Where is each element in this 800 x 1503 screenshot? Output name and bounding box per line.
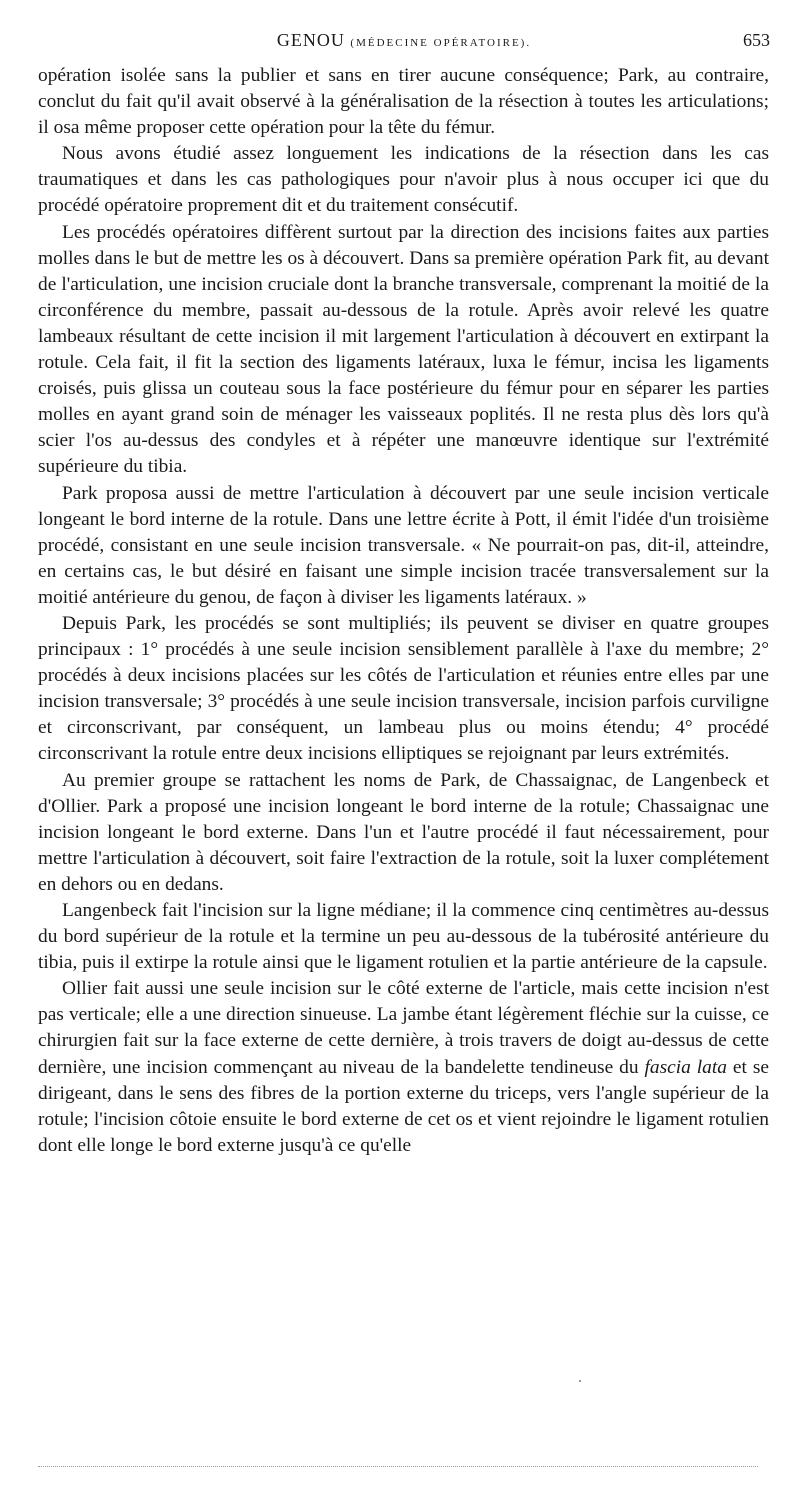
bottom-bleed-rule [38,1466,758,1467]
paragraph-8-end: et se dirigeant, dans le sens des fibres de la portion externe du triceps, vers l'angle supérieur de la rotule; l'incision côtoie ensuite le bord externe de cet os et vient rejoindre le ligament rotulien dont elle longe le bord externe jusqu'à ce qu'elle [38,1056,769,1156]
paragraph-3: Les procédés opératoires diffèrent surtout par la direction des incisions faites aux parties molles dans le but de mettre les os à découvert. Dans sa première opération Park fit, au devant de l'articulation, une incision cruciale dont la branche transversale, comprenant la moitié de la circonférence du membre, passait au-dessous de la rotule. Après avoir relevé les quatre lambeaux résultant de cette incision il mit largement l'articulation à découvert en extirpant la rotule. Cela fait, il fit la section des ligaments latéraux, luxa le fémur, incisa les ligaments croisés, puis glissa un couteau sous la face postérieure du fémur pour en séparer les parties molles en ayant grand soin de ménager les vaisseaux poplités. Il ne resta plus dès lors qu'à scier l'os au-dessus des condyles et à répéter une manœuvre identique sur l'extrémité supérieure du tibia. [38,221,769,478]
paragraph-8-start: Ollier fait aussi une seule incision sur le côté externe de l'article, mais cette incision n'est pas verticale; elle a une direction sinueuse. La jambe étant légèrement fléchie sur la cuisse, ce chirurgien fait sur la face externe de cette dernière, à trois travers de doigt au-dessus de cette dernière, une incision commençant au niveau de la bandelette tendineuse du [38,978,769,1078]
paragraph-8-italic-term: fascia lata [644,1056,727,1078]
paragraph-2: Nous avons étudié assez longuement les indications de la résection dans les cas traumatiques et dans les cas pathologiques pour n'avoir plus à nous occuper ici que du procédé opératoire proprement dit et du traitement consécutif. [38,143,769,217]
paragraph-6: Au premier groupe se rattachent les noms de Park, de Chassaignac, de Langenbeck et d'Ollier. Park a proposé une incision longeant le bord interne de la rotule; Chassaignac une incision longeant le bord externe. Dans l'un et l'autre procédé il faut nécessairement, pour mettre l'articulation à découvert, soit faire l'extraction de la rotule, soit la luxer complétement en dehors ou en dedans. [38,769,769,895]
paragraph-7: Langenbeck fait l'incision sur la ligne médiane; il la commence cinq centimètres au-dessus du bord supérieur de la rotule et la termine un peu au-dessous de la tubérosité antérieure du tibia, puis il extirpe la rotule ainsi que le ligament rotulien et la partie antérieure de la capsule. [38,900,769,974]
running-header [38,30,770,54]
paragraph-4: Park proposa aussi de mettre l'articulation à découvert par une seule incision verticale longeant le bord interne de la rotule. Dans une lettre écrite à Pott, il émit l'idée d'un troisième procédé, consistant en une seule incision transversale. « Ne pourrait-on pas, dit-il, atteindre, en certains cas, le but désiré en faisant une simple incision tracée transversalement sur la moitié antérieure du genou, de façon à diviser les ligaments latéraux. » [38,482,769,608]
body-text [38,63,769,1159]
print-speck [579,1380,581,1382]
running-title-main: GENOU [276,30,345,50]
paragraph-8 [38,976,769,1159]
page-number: 653 [743,30,770,50]
paragraph-5: Depuis Park, les procédés se sont multipliés; ils peuvent se diviser en quatre groupes principaux : 1° procédés à une seule incision sensiblement parallèle à l'axe du membre; 2° procédés à deux incisions placées sur les côtés de l'articulation et réunies entre elles par une incision transversale; 3° procédés à une seule incision transversale, incision parfois curviligne et circonscrivant, par conséquent, un lambeau plus ou moins étendu; 4° procédé circonscrivant la rotule entre deux incisions elliptiques se rejoignant par leurs extrémités. [38,612,769,765]
paragraph-1: opération isolée sans la publier et sans en tirer aucune conséquence; Park, au contraire, conclut du fait qu'il avait observé à la généralisation de la résection à toutes les articulations; il osa même proposer cette opération pour la tête du fémur. [38,65,769,139]
running-title [38,30,770,51]
running-title-sub: (MÉDECINE OPÉRATOIRE). [350,37,532,49]
